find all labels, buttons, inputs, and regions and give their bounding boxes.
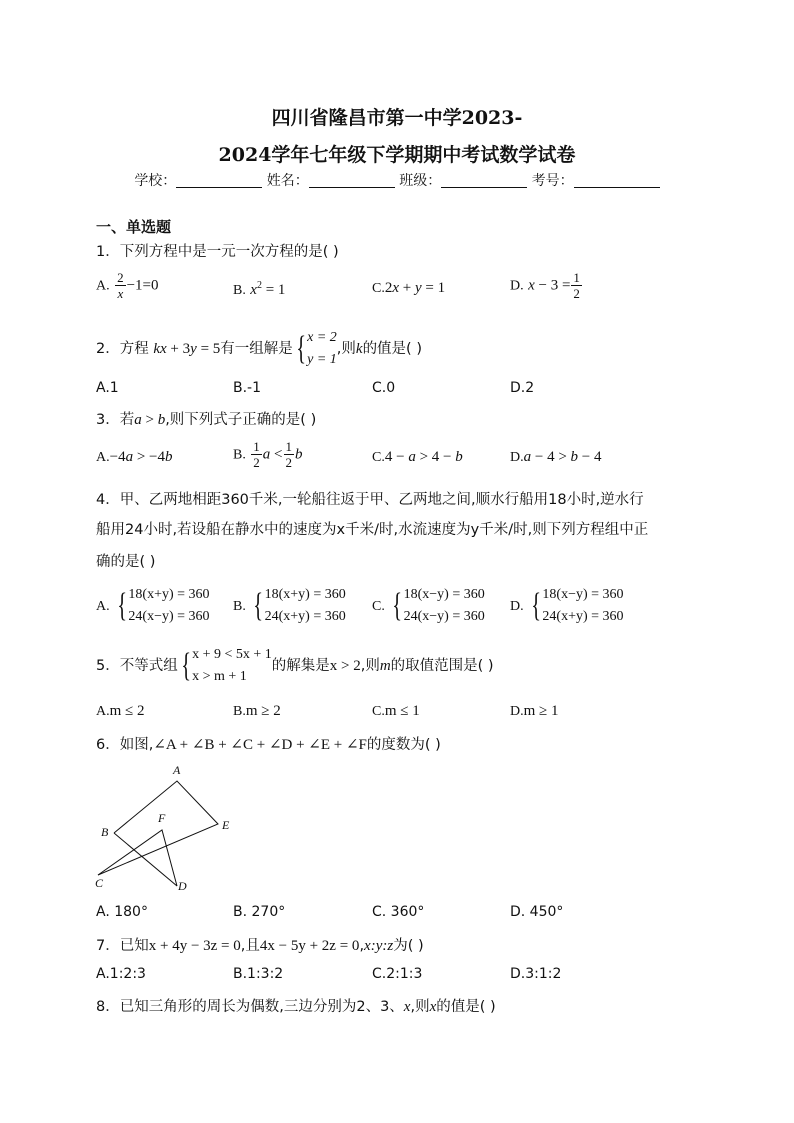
- q5-option-d[interactable]: D.m ≥ 1: [510, 703, 559, 719]
- question-6-stem: 6．如图,∠A + ∠B + ∠C + ∠D + ∠E + ∠F的度数为( ): [96, 737, 441, 753]
- q3-option-c[interactable]: C.4 − a > 4 − b: [372, 449, 463, 465]
- q6-option-b[interactable]: B. 270°: [233, 904, 286, 920]
- name-blank[interactable]: [309, 173, 395, 188]
- q2-option-a[interactable]: A.1: [96, 380, 119, 396]
- q7-option-a[interactable]: A.1:2:3: [96, 966, 146, 982]
- question-3-stem: 3．若a > b,则下列式子正确的是( ): [96, 412, 317, 428]
- q6-option-d[interactable]: D. 450°: [510, 904, 564, 920]
- question-4-line3: 确的是( ): [96, 554, 156, 570]
- exam-number-label: 考号：: [531, 173, 574, 189]
- label-f: F: [158, 811, 166, 825]
- q7-option-b[interactable]: B.1:3:2: [233, 966, 284, 982]
- document-title-line1: 四川省隆昌市第一中学2023-: [271, 107, 523, 129]
- label-d: D: [178, 879, 187, 893]
- figure-line-b-d: [114, 833, 177, 886]
- class-label: 班级：: [399, 173, 442, 189]
- exam-number-blank[interactable]: [574, 173, 660, 188]
- label-c: C: [95, 876, 104, 890]
- q5-option-a[interactable]: A.m ≤ 2: [96, 703, 145, 719]
- q4-option-a[interactable]: A. { 18(x+y) = 360 24(x−y) = 360: [96, 584, 210, 628]
- equation-system: { x = 2 y = 1: [296, 330, 337, 367]
- question-8-stem: 8．已知三角形的周长为偶数,三边分别为2、3、x,则x的值是( ): [96, 999, 496, 1015]
- class-blank[interactable]: [441, 173, 527, 188]
- q5-option-b[interactable]: B.m ≥ 2: [233, 703, 281, 719]
- q2-option-c[interactable]: C.0: [372, 380, 396, 396]
- question-4-line2: 船用24小时,若设船在静水中的速度为x千米/时,水流速度为y千米/时,则下列方程组中正: [96, 522, 649, 538]
- equation-system: { 18(x+y) = 360 24(x+y) = 360: [253, 587, 346, 624]
- q5-option-c[interactable]: C.m ≤ 1: [372, 703, 420, 719]
- school-label: 学校：: [134, 173, 177, 189]
- q4-option-c[interactable]: C. { 18(x−y) = 360 24(x−y) = 360: [372, 584, 485, 628]
- fraction: $\frac{2}{x}$: [117, 270, 124, 301]
- q1-option-c[interactable]: C.2x + y = 1: [372, 280, 446, 296]
- geometry-figure: [90, 760, 250, 895]
- question-5-stem: 5．不等式组 { x + 9 < 5x + 1 x > m + 1 的解集是x > 2,则m的取值范围是( ): [96, 644, 494, 688]
- q6-option-c[interactable]: C. 360°: [372, 904, 425, 920]
- question-1-stem: 1．下列方程中是一元一次方程的是( ): [96, 244, 339, 260]
- q4-option-b[interactable]: B. { 18(x+y) = 360 24(x+y) = 360: [233, 584, 346, 628]
- figure-line-b-a-e-c: [98, 781, 218, 875]
- label-b: B: [101, 825, 109, 839]
- q7-option-c[interactable]: C.2:1:3: [372, 966, 423, 982]
- q4-option-d[interactable]: D. { 18(x−y) = 360 24(x+y) = 360: [510, 584, 624, 628]
- student-info-row: [0, 170, 794, 190]
- label-a: A: [173, 763, 181, 777]
- name-label: 姓名：: [266, 173, 309, 189]
- q6-option-a[interactable]: A. 180°: [96, 904, 148, 920]
- q1-option-a[interactable]: A. $\frac{2}{x}$ −1=0: [96, 270, 159, 301]
- q2-option-d[interactable]: D.2: [510, 380, 535, 396]
- q3-option-d[interactable]: D.a − 4 > b − 4: [510, 449, 602, 465]
- question-7-stem: 7．已知x + 4y − 3z = 0,且4x − 5y + 2z = 0,x:y:z为( ): [96, 938, 424, 954]
- q1-option-d[interactable]: D. x − 3 = $\frac{1}{2}$: [510, 270, 580, 301]
- q3-option-a[interactable]: A.−4a > −4b: [96, 449, 173, 465]
- question-2-stem: 2．方程 kx + 3y = 5有一组解是 { x = 2 y = 1 ,则k的值是( ): [96, 327, 422, 371]
- question-number: 1．: [96, 244, 120, 260]
- equation-system: { 18(x−y) = 360 24(x+y) = 360: [531, 587, 624, 624]
- q2-option-b[interactable]: B.-1: [233, 380, 262, 396]
- q3-option-b[interactable]: B. $\frac{1}{2}$ a < $\frac{1}{2}$ b: [233, 439, 303, 470]
- section-heading: 一、单选题: [96, 218, 172, 236]
- school-blank[interactable]: [176, 173, 262, 188]
- question-4-line1: 4．甲、乙两地相距360千米,一轮船往返于甲、乙两地之间,顺水行船用18小时,逆水行: [96, 492, 644, 508]
- q7-option-d[interactable]: D.3:1:2: [510, 966, 562, 982]
- q1-option-b[interactable]: B. $x^2 = 1$: [233, 280, 286, 298]
- document-title-line2: 2024学年七年级下学期期中考试数学试卷: [218, 144, 576, 166]
- equation-system: { 18(x+y) = 360 24(x−y) = 360: [117, 587, 210, 624]
- label-e: E: [222, 818, 230, 832]
- equation-system: { 18(x−y) = 360 24(x−y) = 360: [392, 587, 485, 624]
- fraction: $\frac{1}{2}$: [573, 270, 580, 301]
- inequality-system: { x + 9 < 5x + 1 x > m + 1: [181, 647, 272, 684]
